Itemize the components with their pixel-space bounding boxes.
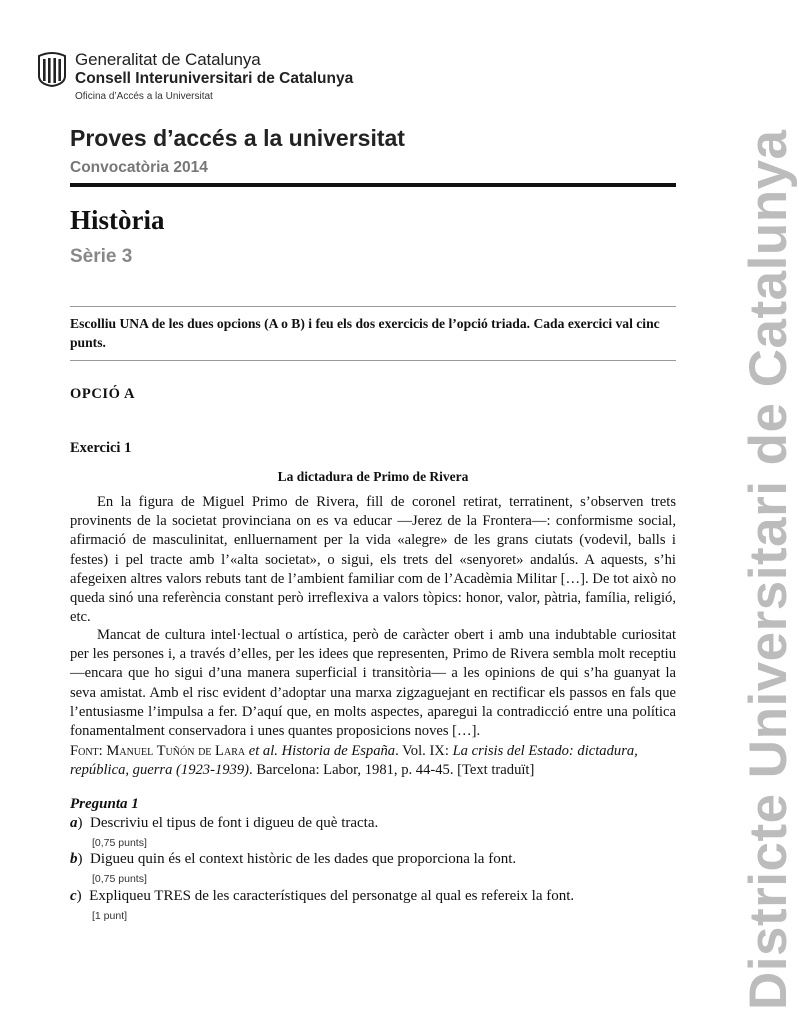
source-subtitle: La crisis del Estado: dictadura, república, guerra (1923-1939) (70, 743, 638, 779)
exam-title: Proves d’accés a la universitat (70, 125, 405, 151)
convocatoria-label: Convocatòria 2014 (70, 159, 208, 176)
source-rest: . Barcelona: Labor, 1981, p. 44-45. [Text traduït] (249, 762, 535, 779)
question-letter: b (70, 851, 78, 867)
org-name-oficina: Oficina d’Accés a la Universitat (75, 91, 213, 102)
text-title: La dictadura de Primo de Rivera (277, 469, 469, 484)
question-text: Descriviu el tipus de font i digueu de què tracta. (90, 815, 379, 831)
source-volume: . Vol. IX: (395, 743, 453, 759)
source-paragraph-1: En la figura de Miguel Primo de Rivera, fill de coronel retirat, terratinent, s’observen trets provinents de la societat provinciana on es va educar —Jerez de la Frontera—: conformisme social, afirmació de masculinitat, enlluernament per la vida «alegre» de les grans ciutats (vodevil, balls i festes) i pel tracte amb l’«alta societat», o sigui, els trets del «senyoret» andalús. A aquests, s’hi afegeixen altres valors rebuts tant de l’ambient familiar com de l’Acadèmia Militar […]. De tot això no queda sinó una referència constant però irreflexiva a valors tòpics: honor, valor, pàtria, família, religió, etc. (70, 494, 676, 626)
question-heading: Pregunta 1 (70, 796, 139, 812)
question-item-c: c) Expliqueu TRES de les característiques del personatge al qual es refereix la font. (70, 888, 575, 904)
source-work: Historia de España (281, 743, 396, 759)
instructions-bottom-divider (70, 360, 676, 361)
org-name-generalitat: Generalitat de Catalunya (75, 50, 261, 69)
question-points: [0,75 punts] (92, 873, 147, 885)
question-points: [1 punt] (92, 910, 128, 922)
instructions-top-divider (70, 306, 676, 307)
generalitat-logo-icon (37, 52, 67, 86)
serie-label: Sèrie 3 (70, 246, 133, 267)
header-divider (70, 183, 676, 187)
source-citation (70, 742, 676, 780)
subject-title: Història (70, 205, 165, 235)
side-watermark-text: Districte Universitari de Catalunya (739, 129, 798, 1010)
question-letter: a (70, 815, 78, 831)
question-item-b: b) Digueu quin és el context històric de les dades que proporciona la font. (70, 851, 517, 867)
org-name-consell: Consell Interuniversitari de Catalunya (75, 70, 354, 87)
source-paragraph-2: Mancat de cultura intel·lectual o artística, però de caràcter obert i amb una indubtable curiositat per les persones i, a través d’elles, per les idees que representen, Primo de Rivera sembla molt receptiu —encara que ho sigui d’una manera superficial i transitòria— a les opinions de qui s’ha guanyat la seva amistat. Amb el risc evident d’adoptar una marxa zigzaguejant en rectificar els passos en fals que l’entusiasme l’impulsa a fer. D’aquí que, en molts aspectes, aparegui la contradicció entre una política fonamentalment conservadora i unes quantes proposicions noves […]. (70, 627, 676, 740)
source-label: Font: (70, 743, 103, 759)
source-author: Manuel Tuñón de Lara (106, 743, 246, 759)
instructions-text: Escolliu UNA de les dues opcions (A o B) i feu els dos exercicis de l’opció triada. Cada exercici val cinc punts. (70, 316, 660, 350)
source-etal: et al. (248, 743, 278, 759)
option-heading: OPCIÓ A (70, 386, 136, 402)
question-text: Digueu quin és el context històric de les dades que proporciona la font. (90, 851, 517, 867)
exercise-heading: Exercici 1 (70, 440, 132, 456)
question-item-a: a) Descriviu el tipus de font i digueu de què tracta. (70, 815, 379, 831)
question-text: Expliqueu TRES de les característiques del personatge al qual es refereix la font. (89, 888, 575, 904)
question-letter: c (70, 888, 77, 904)
question-points: [0,75 punts] (92, 837, 147, 849)
